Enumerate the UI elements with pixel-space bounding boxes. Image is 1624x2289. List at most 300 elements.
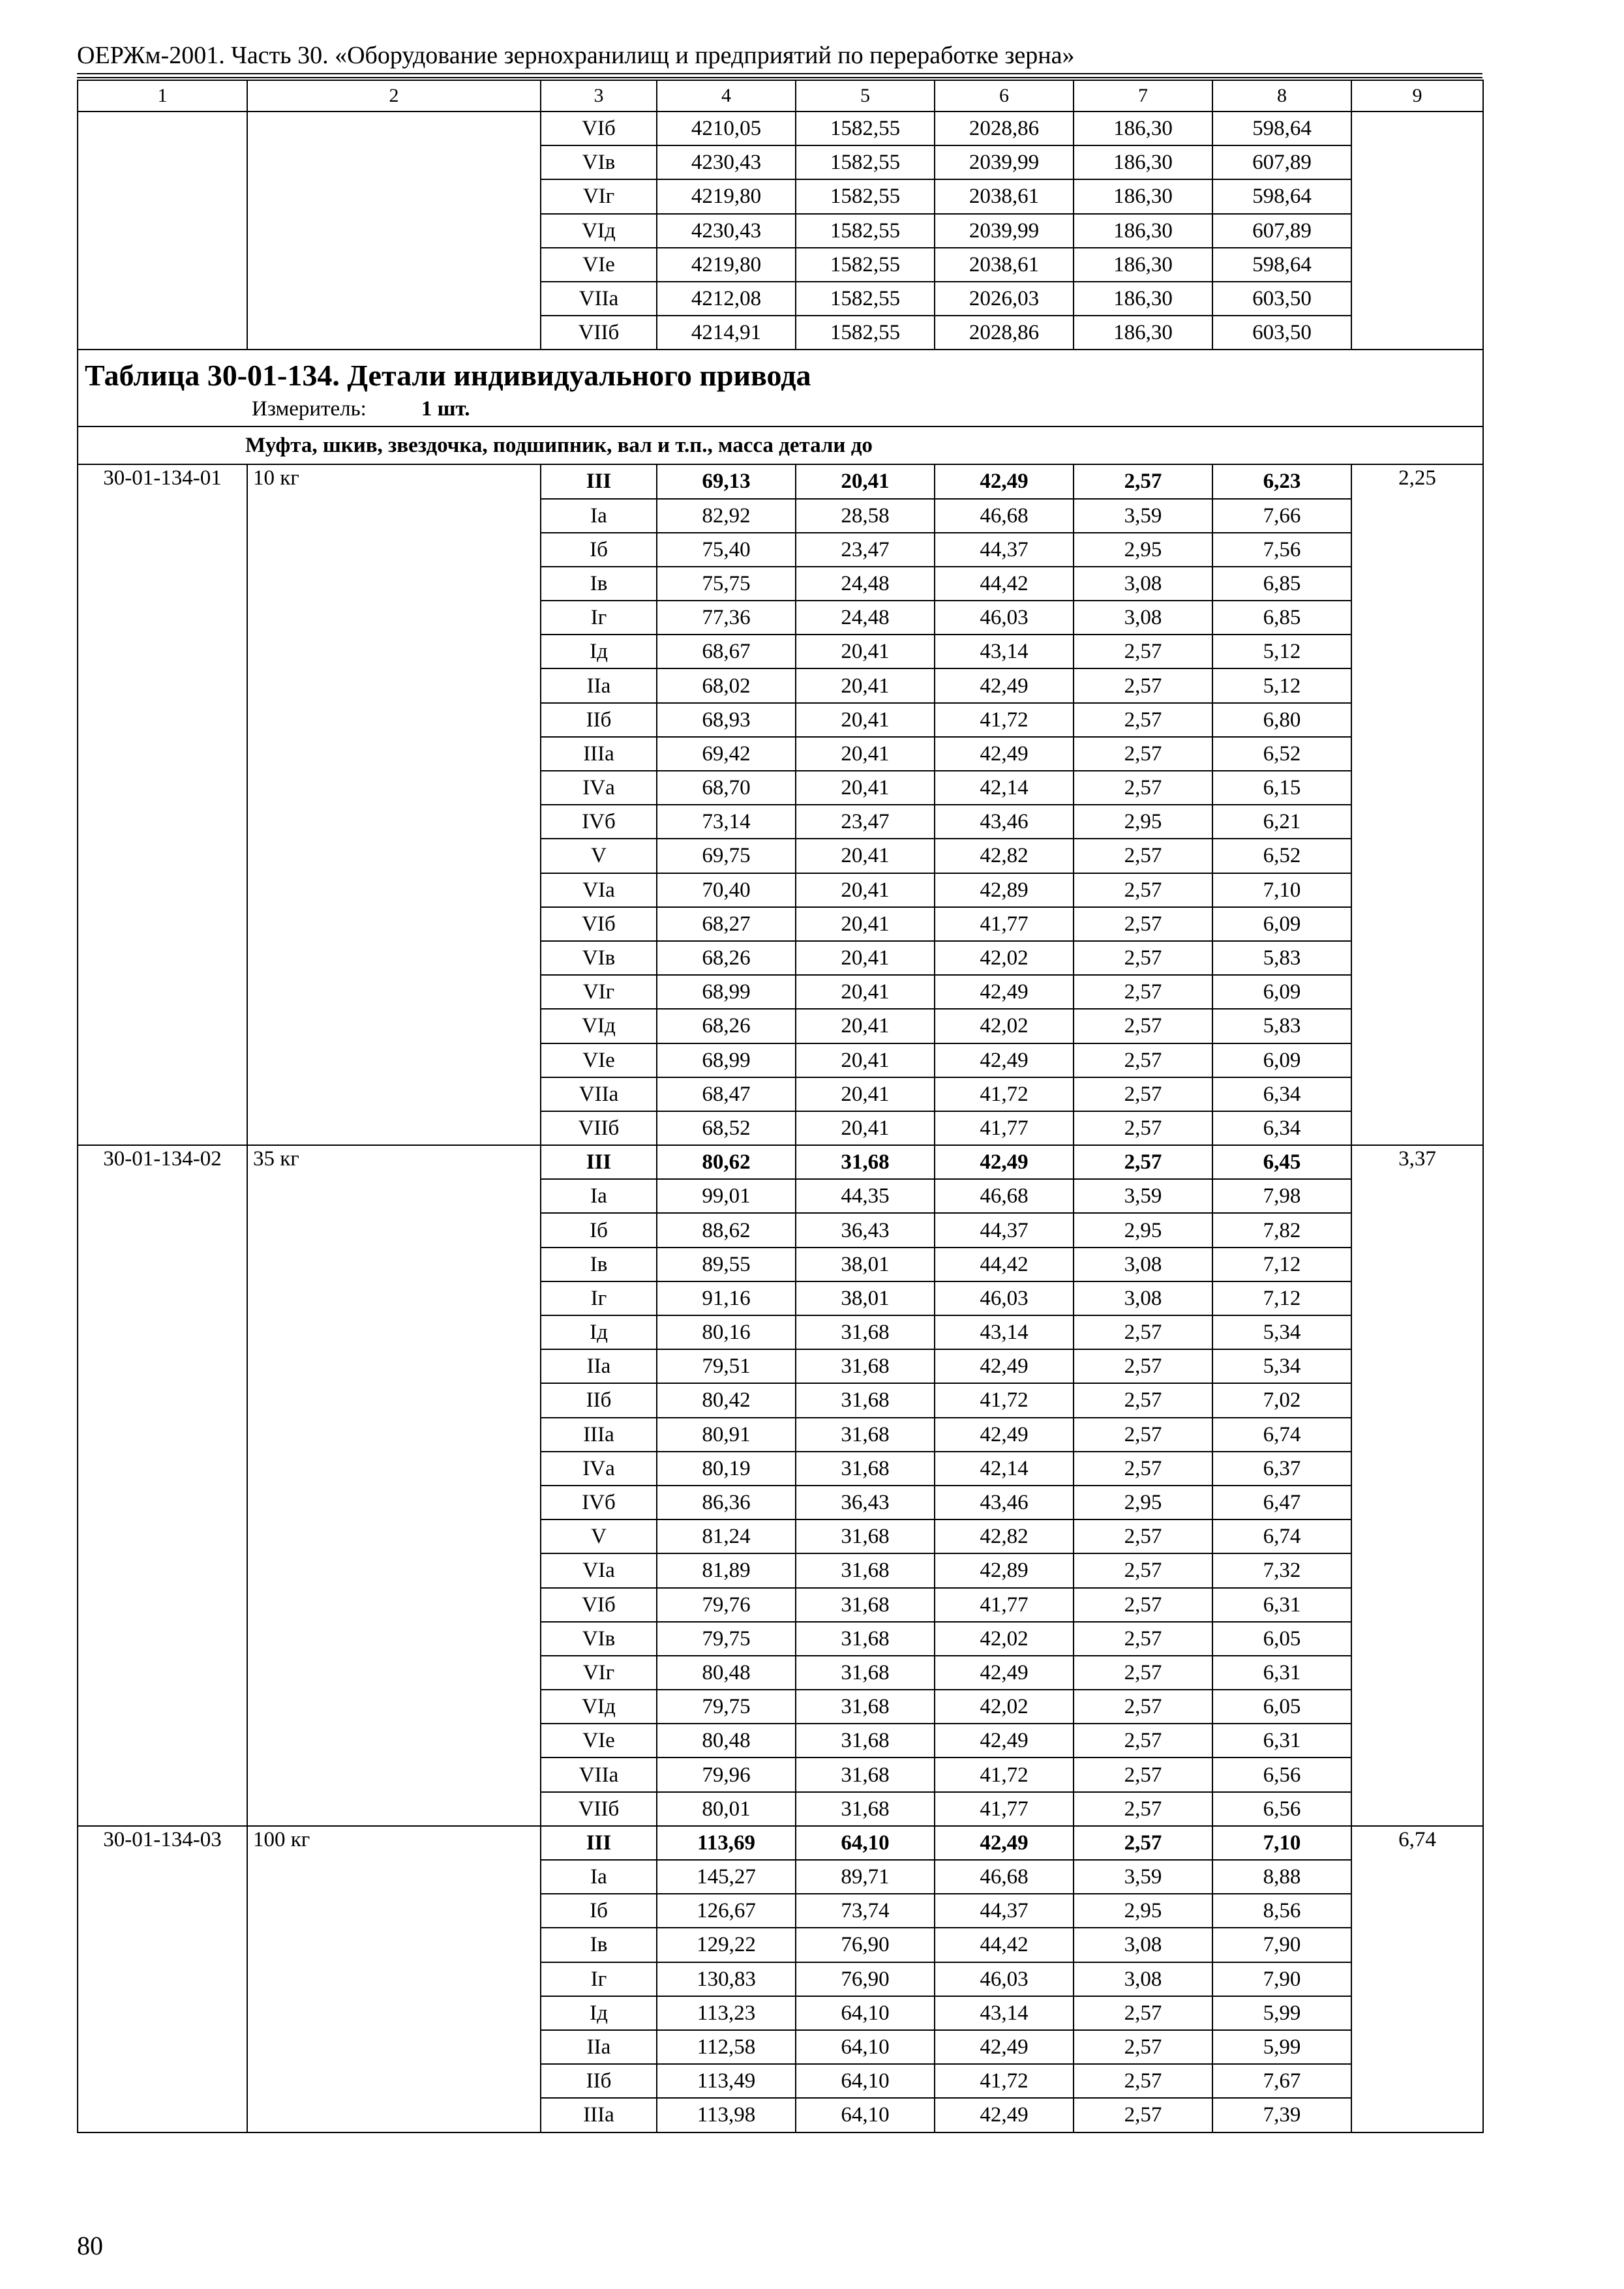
total-cost-cell: 79,75: [657, 1622, 796, 1656]
total-cost-cell: 80,16: [657, 1315, 796, 1349]
materials-cell: 7,98: [1212, 1179, 1351, 1213]
materials-cell: 603,50: [1212, 316, 1351, 350]
machine-cost-cell: 42,82: [935, 839, 1074, 873]
wages-cell: 20,41: [796, 464, 935, 498]
title-rule: [77, 77, 1482, 78]
zone-cell: IVа: [541, 771, 657, 805]
machine-cost-cell: 41,77: [935, 907, 1074, 941]
code-cell: 30-01-134-01: [78, 464, 247, 1145]
total-cost-cell: 69,13: [657, 464, 796, 498]
materials-cell: 7,67: [1212, 2064, 1351, 2098]
wages-cell: 76,90: [796, 1928, 935, 1962]
zone-cell: Iд: [541, 635, 657, 668]
column-number: 1: [78, 80, 247, 112]
driver-wages-cell: 2,57: [1074, 1349, 1212, 1383]
materials-cell: 7,90: [1212, 1962, 1351, 1996]
col9-cell: 2,25: [1351, 464, 1483, 1145]
machine-cost-cell: 46,03: [935, 601, 1074, 635]
materials-cell: 5,99: [1212, 2030, 1351, 2064]
driver-wages-cell: 2,57: [1074, 1315, 1212, 1349]
driver-wages-cell: 2,57: [1074, 1145, 1212, 1179]
zone-cell: VIе: [541, 1724, 657, 1758]
materials-cell: 5,83: [1212, 941, 1351, 975]
driver-wages-cell: 3,08: [1074, 1248, 1212, 1281]
total-cost-cell: 68,52: [657, 1111, 796, 1145]
driver-wages-cell: 2,57: [1074, 737, 1212, 771]
zone-cell: IIIа: [541, 2098, 657, 2132]
col9-cell: [1351, 112, 1483, 350]
total-cost-cell: 4214,91: [657, 316, 796, 350]
name-cell: 10 кг: [247, 464, 541, 1145]
code-cell: 30-01-134-03: [78, 1826, 247, 2132]
wages-cell: 31,68: [796, 1519, 935, 1553]
driver-wages-cell: 2,57: [1074, 771, 1212, 805]
machine-cost-cell: 42,49: [935, 1145, 1074, 1179]
materials-cell: 6,31: [1212, 1588, 1351, 1622]
machine-cost-cell: 42,89: [935, 873, 1074, 907]
unit-value: 1 шт.: [421, 397, 470, 421]
driver-wages-cell: 2,57: [1074, 1383, 1212, 1417]
materials-cell: 8,56: [1212, 1894, 1351, 1928]
zone-cell: VIг: [541, 975, 657, 1009]
table-description-row: [78, 426, 1483, 464]
wages-cell: 20,41: [796, 635, 935, 668]
total-cost-cell: 68,67: [657, 635, 796, 668]
zone-cell: Iв: [541, 1928, 657, 1962]
wages-cell: 64,10: [796, 2098, 935, 2132]
materials-cell: 6,09: [1212, 975, 1351, 1009]
machine-cost-cell: 43,14: [935, 635, 1074, 668]
total-cost-cell: 113,23: [657, 1996, 796, 2030]
total-cost-cell: 80,48: [657, 1724, 796, 1758]
driver-wages-cell: 186,30: [1074, 248, 1212, 282]
driver-wages-cell: 2,57: [1074, 941, 1212, 975]
driver-wages-cell: 2,57: [1074, 1588, 1212, 1622]
zone-cell: Iа: [541, 1860, 657, 1894]
driver-wages-cell: 3,59: [1074, 1860, 1212, 1894]
total-cost-cell: 4219,80: [657, 248, 796, 282]
driver-wages-cell: 2,57: [1074, 703, 1212, 737]
driver-wages-cell: 2,57: [1074, 2030, 1212, 2064]
total-cost-cell: 80,01: [657, 1792, 796, 1826]
driver-wages-cell: 2,57: [1074, 1826, 1212, 1860]
machine-cost-cell: 41,72: [935, 1383, 1074, 1417]
materials-cell: 7,10: [1212, 1826, 1351, 1860]
driver-wages-cell: 2,57: [1074, 635, 1212, 668]
zone-cell: IVб: [541, 1486, 657, 1519]
zone-cell: Iв: [541, 567, 657, 601]
wages-cell: 31,68: [796, 1553, 935, 1587]
materials-cell: 6,31: [1212, 1656, 1351, 1690]
total-cost-cell: 68,93: [657, 703, 796, 737]
total-cost-cell: 113,49: [657, 2064, 796, 2098]
materials-cell: 6,47: [1212, 1486, 1351, 1519]
driver-wages-cell: 186,30: [1074, 179, 1212, 213]
total-cost-cell: 79,96: [657, 1758, 796, 1791]
zone-cell: VIд: [541, 1690, 657, 1724]
wages-cell: 64,10: [796, 1996, 935, 2030]
total-cost-cell: 4230,43: [657, 145, 796, 179]
machine-cost-cell: 2038,61: [935, 248, 1074, 282]
total-cost-cell: 80,19: [657, 1452, 796, 1486]
zone-cell: VIе: [541, 1043, 657, 1077]
zone-cell: VIд: [541, 1009, 657, 1043]
table-description: Муфта, шкив, звездочка, подшипник, вал и т.п., масса детали до: [78, 426, 1483, 464]
total-cost-cell: 4212,08: [657, 282, 796, 316]
driver-wages-cell: 2,57: [1074, 1996, 1212, 2030]
column-number: 8: [1212, 80, 1351, 112]
driver-wages-cell: 2,57: [1074, 1792, 1212, 1826]
running-title: ОЕРЖм-2001. Часть 30. «Оборудование зернохранилищ и предприятий по переработке зерна»: [77, 42, 1075, 69]
wages-cell: 31,68: [796, 1690, 935, 1724]
machine-cost-cell: 42,02: [935, 1690, 1074, 1724]
driver-wages-cell: 2,95: [1074, 1486, 1212, 1519]
zone-cell: VIIа: [541, 1758, 657, 1791]
total-cost-cell: 68,99: [657, 975, 796, 1009]
materials-cell: 607,89: [1212, 145, 1351, 179]
machine-cost-cell: 42,49: [935, 1418, 1074, 1452]
driver-wages-cell: 2,57: [1074, 1111, 1212, 1145]
driver-wages-cell: 2,57: [1074, 2064, 1212, 2098]
total-cost-cell: 79,75: [657, 1690, 796, 1724]
materials-cell: 5,12: [1212, 635, 1351, 668]
zone-cell: IVа: [541, 1452, 657, 1486]
total-cost-cell: 75,40: [657, 533, 796, 567]
machine-cost-cell: 2038,61: [935, 179, 1074, 213]
total-cost-cell: 113,98: [657, 2098, 796, 2132]
materials-cell: 6,34: [1212, 1111, 1351, 1145]
zone-cell: VIб: [541, 907, 657, 941]
wages-cell: 20,41: [796, 1111, 935, 1145]
wages-cell: 20,41: [796, 941, 935, 975]
materials-cell: 6,52: [1212, 839, 1351, 873]
driver-wages-cell: 3,08: [1074, 567, 1212, 601]
zone-cell: IIа: [541, 668, 657, 702]
zone-cell: VIг: [541, 1656, 657, 1690]
total-cost-cell: 68,26: [657, 1009, 796, 1043]
wages-cell: 31,68: [796, 1792, 935, 1826]
title-rule: [77, 73, 1482, 74]
column-number: 9: [1351, 80, 1483, 112]
wages-cell: 20,41: [796, 771, 935, 805]
name-cell: 35 кг: [247, 1145, 541, 1826]
driver-wages-cell: 2,57: [1074, 2098, 1212, 2132]
zone-cell: Iб: [541, 1894, 657, 1928]
wages-cell: 20,41: [796, 737, 935, 771]
wages-cell: 73,74: [796, 1894, 935, 1928]
zone-cell: III: [541, 1145, 657, 1179]
zone-cell: IIа: [541, 2030, 657, 2064]
driver-wages-cell: 3,59: [1074, 1179, 1212, 1213]
machine-cost-cell: 42,82: [935, 1519, 1074, 1553]
table-row: [78, 464, 1483, 498]
materials-cell: 6,52: [1212, 737, 1351, 771]
wages-cell: 31,68: [796, 1315, 935, 1349]
machine-cost-cell: 42,89: [935, 1553, 1074, 1587]
column-number: 7: [1074, 80, 1212, 112]
wages-cell: 64,10: [796, 2064, 935, 2098]
machine-cost-cell: 44,42: [935, 567, 1074, 601]
table-caption: [78, 350, 1483, 426]
wages-cell: 20,41: [796, 873, 935, 907]
materials-cell: 6,56: [1212, 1758, 1351, 1791]
column-number: 4: [657, 80, 796, 112]
materials-cell: 6,45: [1212, 1145, 1351, 1179]
zone-cell: IIIа: [541, 1418, 657, 1452]
wages-cell: 20,41: [796, 1077, 935, 1111]
zone-cell: Iа: [541, 1179, 657, 1213]
code-cell: 30-01-134-02: [78, 1145, 247, 1826]
total-cost-cell: 68,99: [657, 1043, 796, 1077]
materials-cell: 5,34: [1212, 1315, 1351, 1349]
wages-cell: 1582,55: [796, 316, 935, 350]
machine-cost-cell: 42,02: [935, 941, 1074, 975]
table-caption-row: [78, 350, 1483, 426]
table-row: [78, 1145, 1483, 1179]
materials-cell: 5,83: [1212, 1009, 1351, 1043]
zone-cell: VIIа: [541, 1077, 657, 1111]
materials-cell: 7,32: [1212, 1553, 1351, 1587]
total-cost-cell: 68,02: [657, 668, 796, 702]
total-cost-cell: 113,69: [657, 1826, 796, 1860]
machine-cost-cell: 42,14: [935, 771, 1074, 805]
wages-cell: 31,68: [796, 1145, 935, 1179]
wages-cell: 20,41: [796, 907, 935, 941]
materials-cell: 6,74: [1212, 1418, 1351, 1452]
wages-cell: 1582,55: [796, 145, 935, 179]
zone-cell: IVб: [541, 805, 657, 839]
driver-wages-cell: 3,08: [1074, 1962, 1212, 1996]
materials-cell: 6,31: [1212, 1724, 1351, 1758]
total-cost-cell: 145,27: [657, 1860, 796, 1894]
machine-cost-cell: 2026,03: [935, 282, 1074, 316]
total-cost-cell: 68,47: [657, 1077, 796, 1111]
total-cost-cell: 80,42: [657, 1383, 796, 1417]
zone-cell: IIа: [541, 1349, 657, 1383]
rates-table-body: [78, 80, 1483, 2132]
machine-cost-cell: 42,02: [935, 1622, 1074, 1656]
materials-cell: 5,34: [1212, 1349, 1351, 1383]
materials-cell: 6,85: [1212, 567, 1351, 601]
wages-cell: 31,68: [796, 1656, 935, 1690]
machine-cost-cell: 42,49: [935, 1826, 1074, 1860]
wages-cell: 1582,55: [796, 112, 935, 145]
materials-cell: 6,09: [1212, 1043, 1351, 1077]
machine-cost-cell: 41,72: [935, 2064, 1074, 2098]
wages-cell: 20,41: [796, 1009, 935, 1043]
machine-cost-cell: 42,49: [935, 975, 1074, 1009]
column-number: 3: [541, 80, 657, 112]
total-cost-cell: 112,58: [657, 2030, 796, 2064]
total-cost-cell: 79,51: [657, 1349, 796, 1383]
unit-line: [85, 395, 1482, 423]
driver-wages-cell: 2,95: [1074, 805, 1212, 839]
materials-cell: 598,64: [1212, 248, 1351, 282]
machine-cost-cell: 2039,99: [935, 214, 1074, 248]
zone-cell: VIIб: [541, 316, 657, 350]
materials-cell: 6,34: [1212, 1077, 1351, 1111]
table-row: [78, 1826, 1483, 1860]
machine-cost-cell: 43,46: [935, 805, 1074, 839]
total-cost-cell: 80,91: [657, 1418, 796, 1452]
wages-cell: 89,71: [796, 1860, 935, 1894]
machine-cost-cell: 43,46: [935, 1486, 1074, 1519]
wages-cell: 38,01: [796, 1281, 935, 1315]
total-cost-cell: 129,22: [657, 1928, 796, 1962]
machine-cost-cell: 46,03: [935, 1962, 1074, 1996]
machine-cost-cell: 2028,86: [935, 112, 1074, 145]
total-cost-cell: 77,36: [657, 601, 796, 635]
zone-cell: Iб: [541, 1213, 657, 1247]
page-number: 80: [77, 2231, 103, 2260]
driver-wages-cell: 2,57: [1074, 1622, 1212, 1656]
machine-cost-cell: 42,49: [935, 2098, 1074, 2132]
machine-cost-cell: 44,37: [935, 533, 1074, 567]
wages-cell: 44,35: [796, 1179, 935, 1213]
machine-cost-cell: 42,49: [935, 2030, 1074, 2064]
zone-cell: VIIб: [541, 1111, 657, 1145]
materials-cell: 6,15: [1212, 771, 1351, 805]
total-cost-cell: 69,75: [657, 839, 796, 873]
wages-cell: 31,68: [796, 1383, 935, 1417]
machine-cost-cell: 42,49: [935, 464, 1074, 498]
zone-cell: Iд: [541, 1315, 657, 1349]
wages-cell: 20,41: [796, 703, 935, 737]
zone-cell: IIб: [541, 703, 657, 737]
wages-cell: 24,48: [796, 567, 935, 601]
driver-wages-cell: 2,57: [1074, 1758, 1212, 1791]
materials-cell: 8,88: [1212, 1860, 1351, 1894]
unit-label: Измеритель:: [252, 397, 367, 421]
total-cost-cell: 126,67: [657, 1894, 796, 1928]
machine-cost-cell: 2039,99: [935, 145, 1074, 179]
col9-cell: 3,37: [1351, 1145, 1483, 1826]
machine-cost-cell: 42,49: [935, 1724, 1074, 1758]
machine-cost-cell: 44,42: [935, 1928, 1074, 1962]
machine-cost-cell: 41,77: [935, 1111, 1074, 1145]
wages-cell: 20,41: [796, 1043, 935, 1077]
materials-cell: 6,23: [1212, 464, 1351, 498]
driver-wages-cell: 2,95: [1074, 1894, 1212, 1928]
materials-cell: 5,99: [1212, 1996, 1351, 2030]
driver-wages-cell: 2,57: [1074, 464, 1212, 498]
zone-cell: IIб: [541, 2064, 657, 2098]
materials-cell: 603,50: [1212, 282, 1351, 316]
materials-cell: 7,66: [1212, 499, 1351, 533]
machine-cost-cell: 41,77: [935, 1588, 1074, 1622]
machine-cost-cell: 44,42: [935, 1248, 1074, 1281]
wages-cell: 20,41: [796, 668, 935, 702]
driver-wages-cell: 186,30: [1074, 282, 1212, 316]
driver-wages-cell: 2,57: [1074, 1452, 1212, 1486]
zone-cell: VIIа: [541, 282, 657, 316]
materials-cell: 6,37: [1212, 1452, 1351, 1486]
col9-cell: 6,74: [1351, 1826, 1483, 2132]
column-number: 5: [796, 80, 935, 112]
total-cost-cell: 86,36: [657, 1486, 796, 1519]
materials-cell: 7,10: [1212, 873, 1351, 907]
driver-wages-cell: 2,57: [1074, 839, 1212, 873]
machine-cost-cell: 43,14: [935, 1315, 1074, 1349]
zone-cell: Iг: [541, 1281, 657, 1315]
total-cost-cell: 4219,80: [657, 179, 796, 213]
total-cost-cell: 81,24: [657, 1519, 796, 1553]
machine-cost-cell: 46,68: [935, 499, 1074, 533]
zone-cell: VIа: [541, 1553, 657, 1587]
driver-wages-cell: 186,30: [1074, 145, 1212, 179]
wages-cell: 31,68: [796, 1724, 935, 1758]
total-cost-cell: 82,92: [657, 499, 796, 533]
machine-cost-cell: 46,68: [935, 1860, 1074, 1894]
materials-cell: 7,12: [1212, 1281, 1351, 1315]
wages-cell: 31,68: [796, 1418, 935, 1452]
zone-cell: VIв: [541, 145, 657, 179]
zone-cell: VIа: [541, 873, 657, 907]
total-cost-cell: 4230,43: [657, 214, 796, 248]
materials-cell: 6,74: [1212, 1519, 1351, 1553]
machine-cost-cell: 2028,86: [935, 316, 1074, 350]
materials-cell: 607,89: [1212, 214, 1351, 248]
total-cost-cell: 99,01: [657, 1179, 796, 1213]
rates-table: [77, 80, 1484, 2133]
wages-cell: 76,90: [796, 1962, 935, 1996]
total-cost-cell: 89,55: [657, 1248, 796, 1281]
driver-wages-cell: 3,08: [1074, 1928, 1212, 1962]
zone-cell: III: [541, 464, 657, 498]
driver-wages-cell: 2,57: [1074, 873, 1212, 907]
total-cost-cell: 80,48: [657, 1656, 796, 1690]
total-cost-cell: 80,62: [657, 1145, 796, 1179]
wages-cell: 1582,55: [796, 214, 935, 248]
wages-cell: 31,68: [796, 1349, 935, 1383]
materials-cell: 7,39: [1212, 2098, 1351, 2132]
wages-cell: 38,01: [796, 1248, 935, 1281]
materials-cell: 7,12: [1212, 1248, 1351, 1281]
materials-cell: 7,82: [1212, 1213, 1351, 1247]
wages-cell: 31,68: [796, 1588, 935, 1622]
materials-cell: 7,56: [1212, 533, 1351, 567]
name-cell: 100 кг: [247, 1826, 541, 2132]
total-cost-cell: 68,70: [657, 771, 796, 805]
materials-cell: 7,02: [1212, 1383, 1351, 1417]
table-row: [78, 112, 1483, 145]
zone-cell: VIд: [541, 214, 657, 248]
driver-wages-cell: 2,95: [1074, 533, 1212, 567]
machine-cost-cell: 42,02: [935, 1009, 1074, 1043]
wages-cell: 31,68: [796, 1622, 935, 1656]
zone-cell: Iг: [541, 1962, 657, 1996]
total-cost-cell: 4210,05: [657, 112, 796, 145]
driver-wages-cell: 2,57: [1074, 1043, 1212, 1077]
wages-cell: 1582,55: [796, 248, 935, 282]
driver-wages-cell: 3,59: [1074, 499, 1212, 533]
wages-cell: 20,41: [796, 839, 935, 873]
driver-wages-cell: 2,57: [1074, 907, 1212, 941]
materials-cell: 6,21: [1212, 805, 1351, 839]
wages-cell: 23,47: [796, 805, 935, 839]
driver-wages-cell: 186,30: [1074, 316, 1212, 350]
zone-cell: Iб: [541, 533, 657, 567]
zone-cell: VIб: [541, 1588, 657, 1622]
zone-cell: V: [541, 839, 657, 873]
zone-cell: IIб: [541, 1383, 657, 1417]
machine-cost-cell: 42,14: [935, 1452, 1074, 1486]
zone-cell: Iг: [541, 601, 657, 635]
zone-cell: Iд: [541, 1996, 657, 2030]
total-cost-cell: 91,16: [657, 1281, 796, 1315]
total-cost-cell: 68,27: [657, 907, 796, 941]
zone-cell: V: [541, 1519, 657, 1553]
